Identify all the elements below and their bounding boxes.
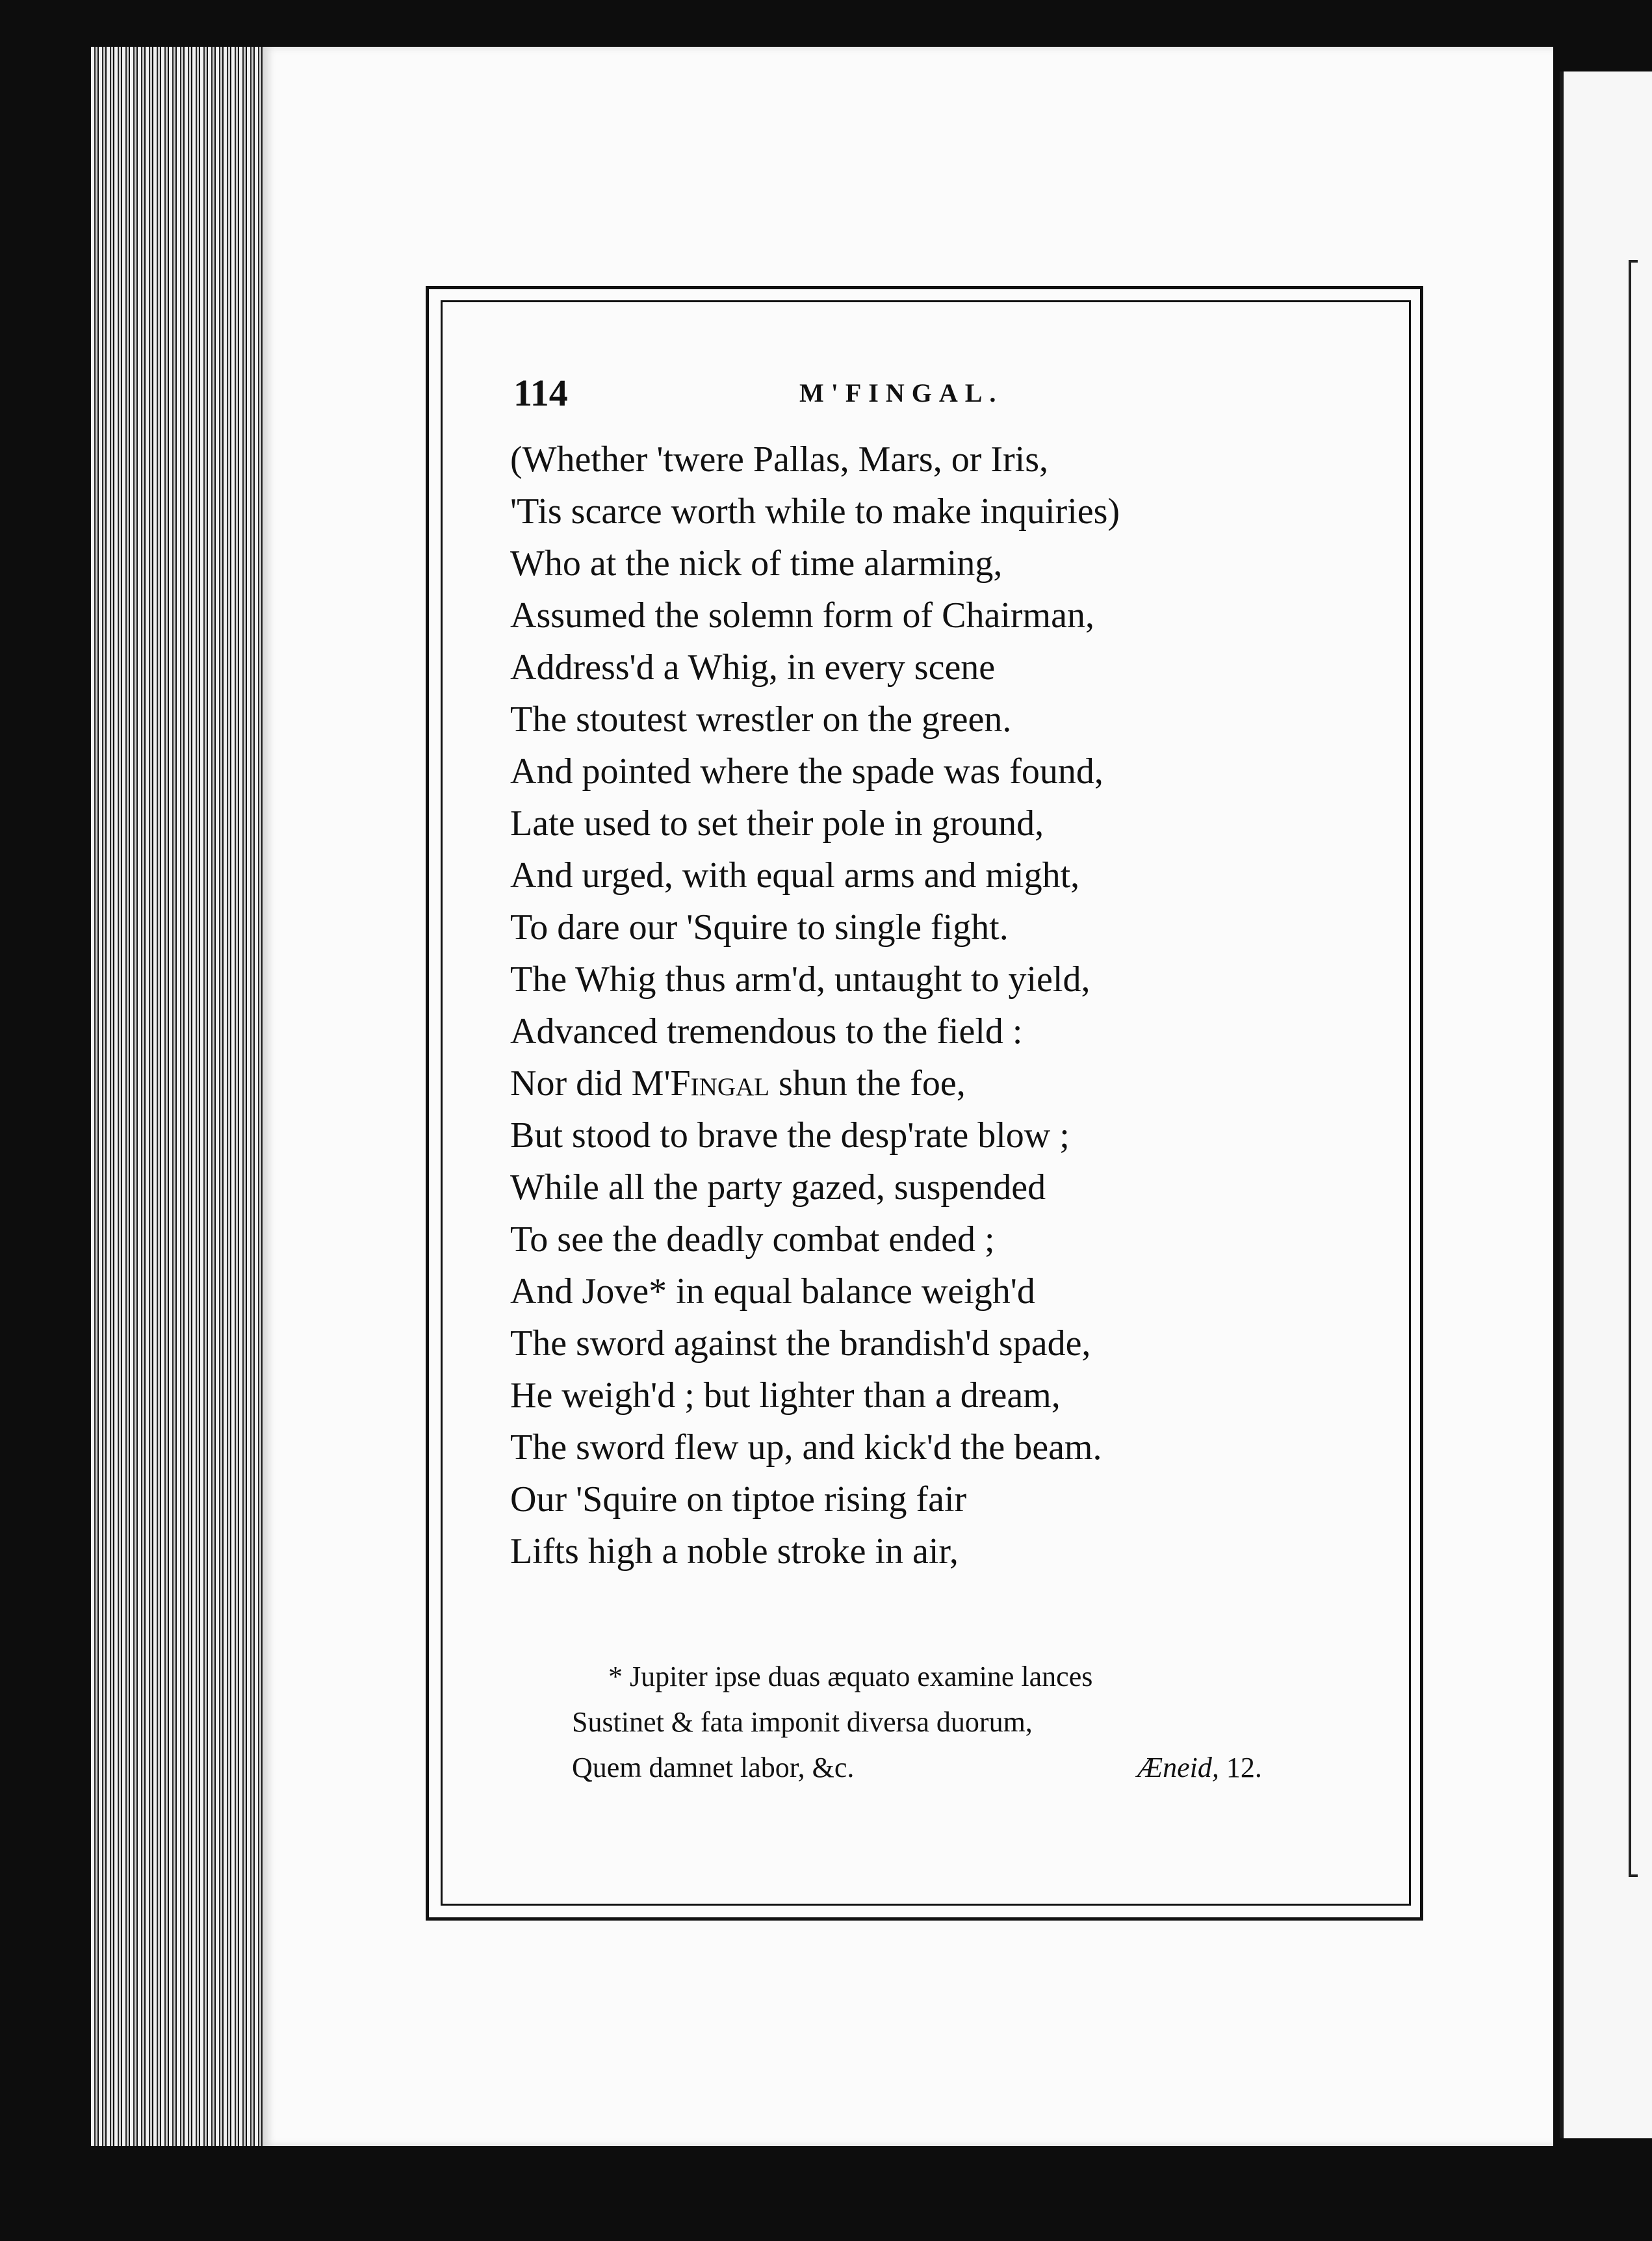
- verse-line: (Whether 'twere Pallas, Mars, or Iris,: [510, 439, 1049, 480]
- footnote: [572, 1654, 1287, 1791]
- verse-line: And Jove* in equal balance weigh'd: [510, 1271, 1035, 1312]
- verse-line: Late used to set their pole in ground,: [510, 803, 1044, 844]
- verse-line: While all the party gazed, suspended: [510, 1167, 1046, 1208]
- citation-book: 12.: [1226, 1752, 1262, 1783]
- verse-line: Address'd a Whig, in every scene: [510, 647, 996, 688]
- facing-page-border: [1629, 260, 1638, 1877]
- verse-line: To see the deadly combat ended ;: [510, 1219, 995, 1260]
- verse-line: And pointed where the spade was found,: [510, 751, 1103, 792]
- verse-line: The sword against the brandish'd spade,: [510, 1323, 1091, 1364]
- running-head: [513, 364, 1072, 422]
- verse-line: [510, 1057, 1375, 1109]
- book-page-edges: [91, 47, 276, 2146]
- verse-line: To dare our 'Squire to single fight.: [510, 907, 1009, 948]
- verse-line: Our 'Squire on tiptoe rising fair: [510, 1479, 967, 1520]
- page-number: 114: [513, 372, 568, 414]
- verse-line: And urged, with equal arms and might,: [510, 855, 1080, 896]
- verse-line: The Whig thus arm'd, untaught to yield,: [510, 959, 1091, 1000]
- verse-line: 'Tis scarce worth while to make inquiries): [510, 491, 1120, 532]
- verse-line: Who at the nick of time alarming,: [510, 543, 1003, 584]
- facing-page-edge: [1560, 71, 1652, 2138]
- verse-line: Assumed the solemn form of Chairman,: [510, 595, 1094, 636]
- verse-line: The stoutest wrestler on the green.: [510, 699, 1012, 740]
- character-name: M'Fingal: [631, 1063, 769, 1104]
- verse-text: Nor did: [510, 1063, 632, 1104]
- footnote-line: * Jupiter ipse duas æquato examine lances: [608, 1661, 1093, 1692]
- footnote-text: Quem damnet labor, &c.: [572, 1752, 855, 1783]
- footnote-line: [572, 1745, 1287, 1791]
- running-title: M'FINGAL.: [799, 378, 1003, 408]
- verse-line: Advanced tremendous to the field :: [510, 1011, 1023, 1052]
- verse-line: The sword flew up, and kick'd the beam.: [510, 1427, 1102, 1468]
- footnote-line: Sustinet & fata imponit diversa duorum,: [572, 1706, 1033, 1738]
- poem-body: [510, 434, 1375, 1577]
- verse-line: Lifts high a noble stroke in air,: [510, 1531, 959, 1572]
- verse-line: He weigh'd ; but lighter than a dream,: [510, 1375, 1061, 1416]
- footnote-citation: [1137, 1745, 1262, 1791]
- citation-work: Æneid,: [1137, 1752, 1219, 1783]
- verse-text: shun the foe,: [769, 1063, 966, 1104]
- verse-line: But stood to brave the desp'rate blow ;: [510, 1115, 1070, 1156]
